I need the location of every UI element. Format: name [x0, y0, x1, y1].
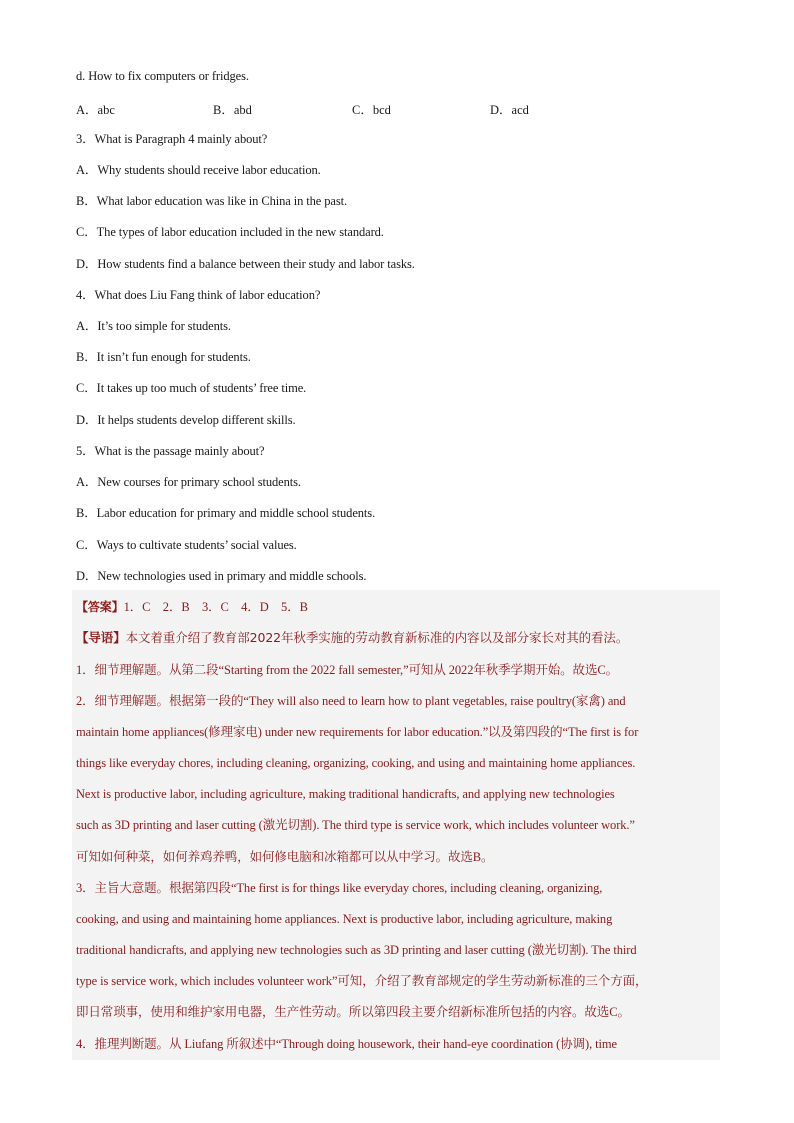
answer-text: 1．C 2．B 3．C 4．D 5．B [123, 600, 308, 614]
explanation-line: traditional handicrafts, and applying new technologies such as 3D printing and laser cutting (激光切割). The third [76, 943, 637, 957]
question-5-option-a: A．New courses for primary school students. [76, 475, 301, 489]
option-c: C．bcd [352, 103, 391, 117]
explanation-line: such as 3D printing and laser cutting (激光切割). The third type is service work, which includes volunteer work.” [76, 818, 635, 832]
question-3-option-b: B．What labor education was like in China in the past. [76, 194, 348, 208]
question-3-option-c: C．The types of labor education included in the new standard. [76, 225, 384, 239]
explanation-line: 2．细节理解题。根据第一段的“They will also need to learn how to plant vegetables, raise poultry(家禽) and [76, 694, 626, 708]
question-5-stem: 5．What is the passage mainly about? [76, 444, 265, 458]
explanation-line: things like everyday chores, including cleaning, organizing, cooking, and using and maintaining home appliances. [76, 756, 636, 770]
question-5-option-b: B．Labor education for primary and middle school students. [76, 506, 376, 520]
question-4-option-b: B．It isn’t fun enough for students. [76, 350, 251, 364]
explanation-line: Next is productive labor, including agriculture, making traditional handicrafts, and applying new technologies [76, 787, 615, 801]
explanation-line: 可知如何种菜，如何养鸡养鸭，如何修电脑和冰箱都可以从中学习。故选B。 [76, 850, 494, 864]
explanation-line: cooking, and using and maintaining home appliances. Next is productive labor, including agriculture, making [76, 912, 613, 926]
explanation-line: 1．细节理解题。从第二段“Starting from the 2022 fall semester,”可知从 2022年秋季学期开始。故选C。 [76, 663, 618, 677]
explanation-line: type is service work, which includes volunteer work”可知，介绍了教育部规定的学生劳动新标准的三个方面， [76, 974, 648, 988]
option-d: D．acd [490, 103, 529, 117]
question-5-option-d: D．New technologies used in primary and middle schools. [76, 569, 367, 583]
explanation-line: 4．推理判断题。从 Liufang 所叙述中“Through doing housework, their hand-eye coordination (协调), time [76, 1037, 617, 1051]
option-b: B．abd [213, 103, 252, 117]
question-2-tail: d. How to fix computers or fridges. [76, 69, 249, 83]
question-4-option-d: D．It helps students develop different skills. [76, 413, 296, 427]
question-2-options [76, 100, 596, 116]
question-4-stem: 4．What does Liu Fang think of labor education? [76, 288, 321, 302]
guide-line [76, 630, 628, 646]
question-4-option-c: C．It takes up too much of students’ free time. [76, 381, 307, 395]
option-a: A．abc [76, 103, 115, 117]
question-3-stem: 3．What is Paragraph 4 mainly about? [76, 132, 268, 146]
question-3-option-a: A．Why students should receive labor education. [76, 163, 321, 177]
explanation-line: maintain home appliances(修理家电) under new requirements for labor education.”以及第四段的“The first is for [76, 725, 639, 739]
question-3-option-d: D．How students find a balance between their study and labor tasks. [76, 257, 415, 271]
question-5-option-c: C．Ways to cultivate students’ social values. [76, 538, 297, 552]
guide-text: 本文着重介绍了教育部2022年秋季实施的劳动教育新标准的内容以及部分家长对其的看法。 [125, 630, 629, 645]
explanation-line: 3．主旨大意题。根据第四段“The first is for things like everyday chores, including cleaning, organizing, [76, 881, 603, 895]
guide-label: 【导语】 [76, 630, 126, 645]
explanation-line: 即日常琐事，使用和维护家用电器，生产性劳动。所以第四段主要介绍新标准所包括的内容。故选C。 [76, 1005, 630, 1019]
answer-label: 【答案】 [76, 600, 124, 614]
question-4-option-a: A．It’s too simple for students. [76, 319, 231, 333]
answer-line [76, 599, 308, 615]
